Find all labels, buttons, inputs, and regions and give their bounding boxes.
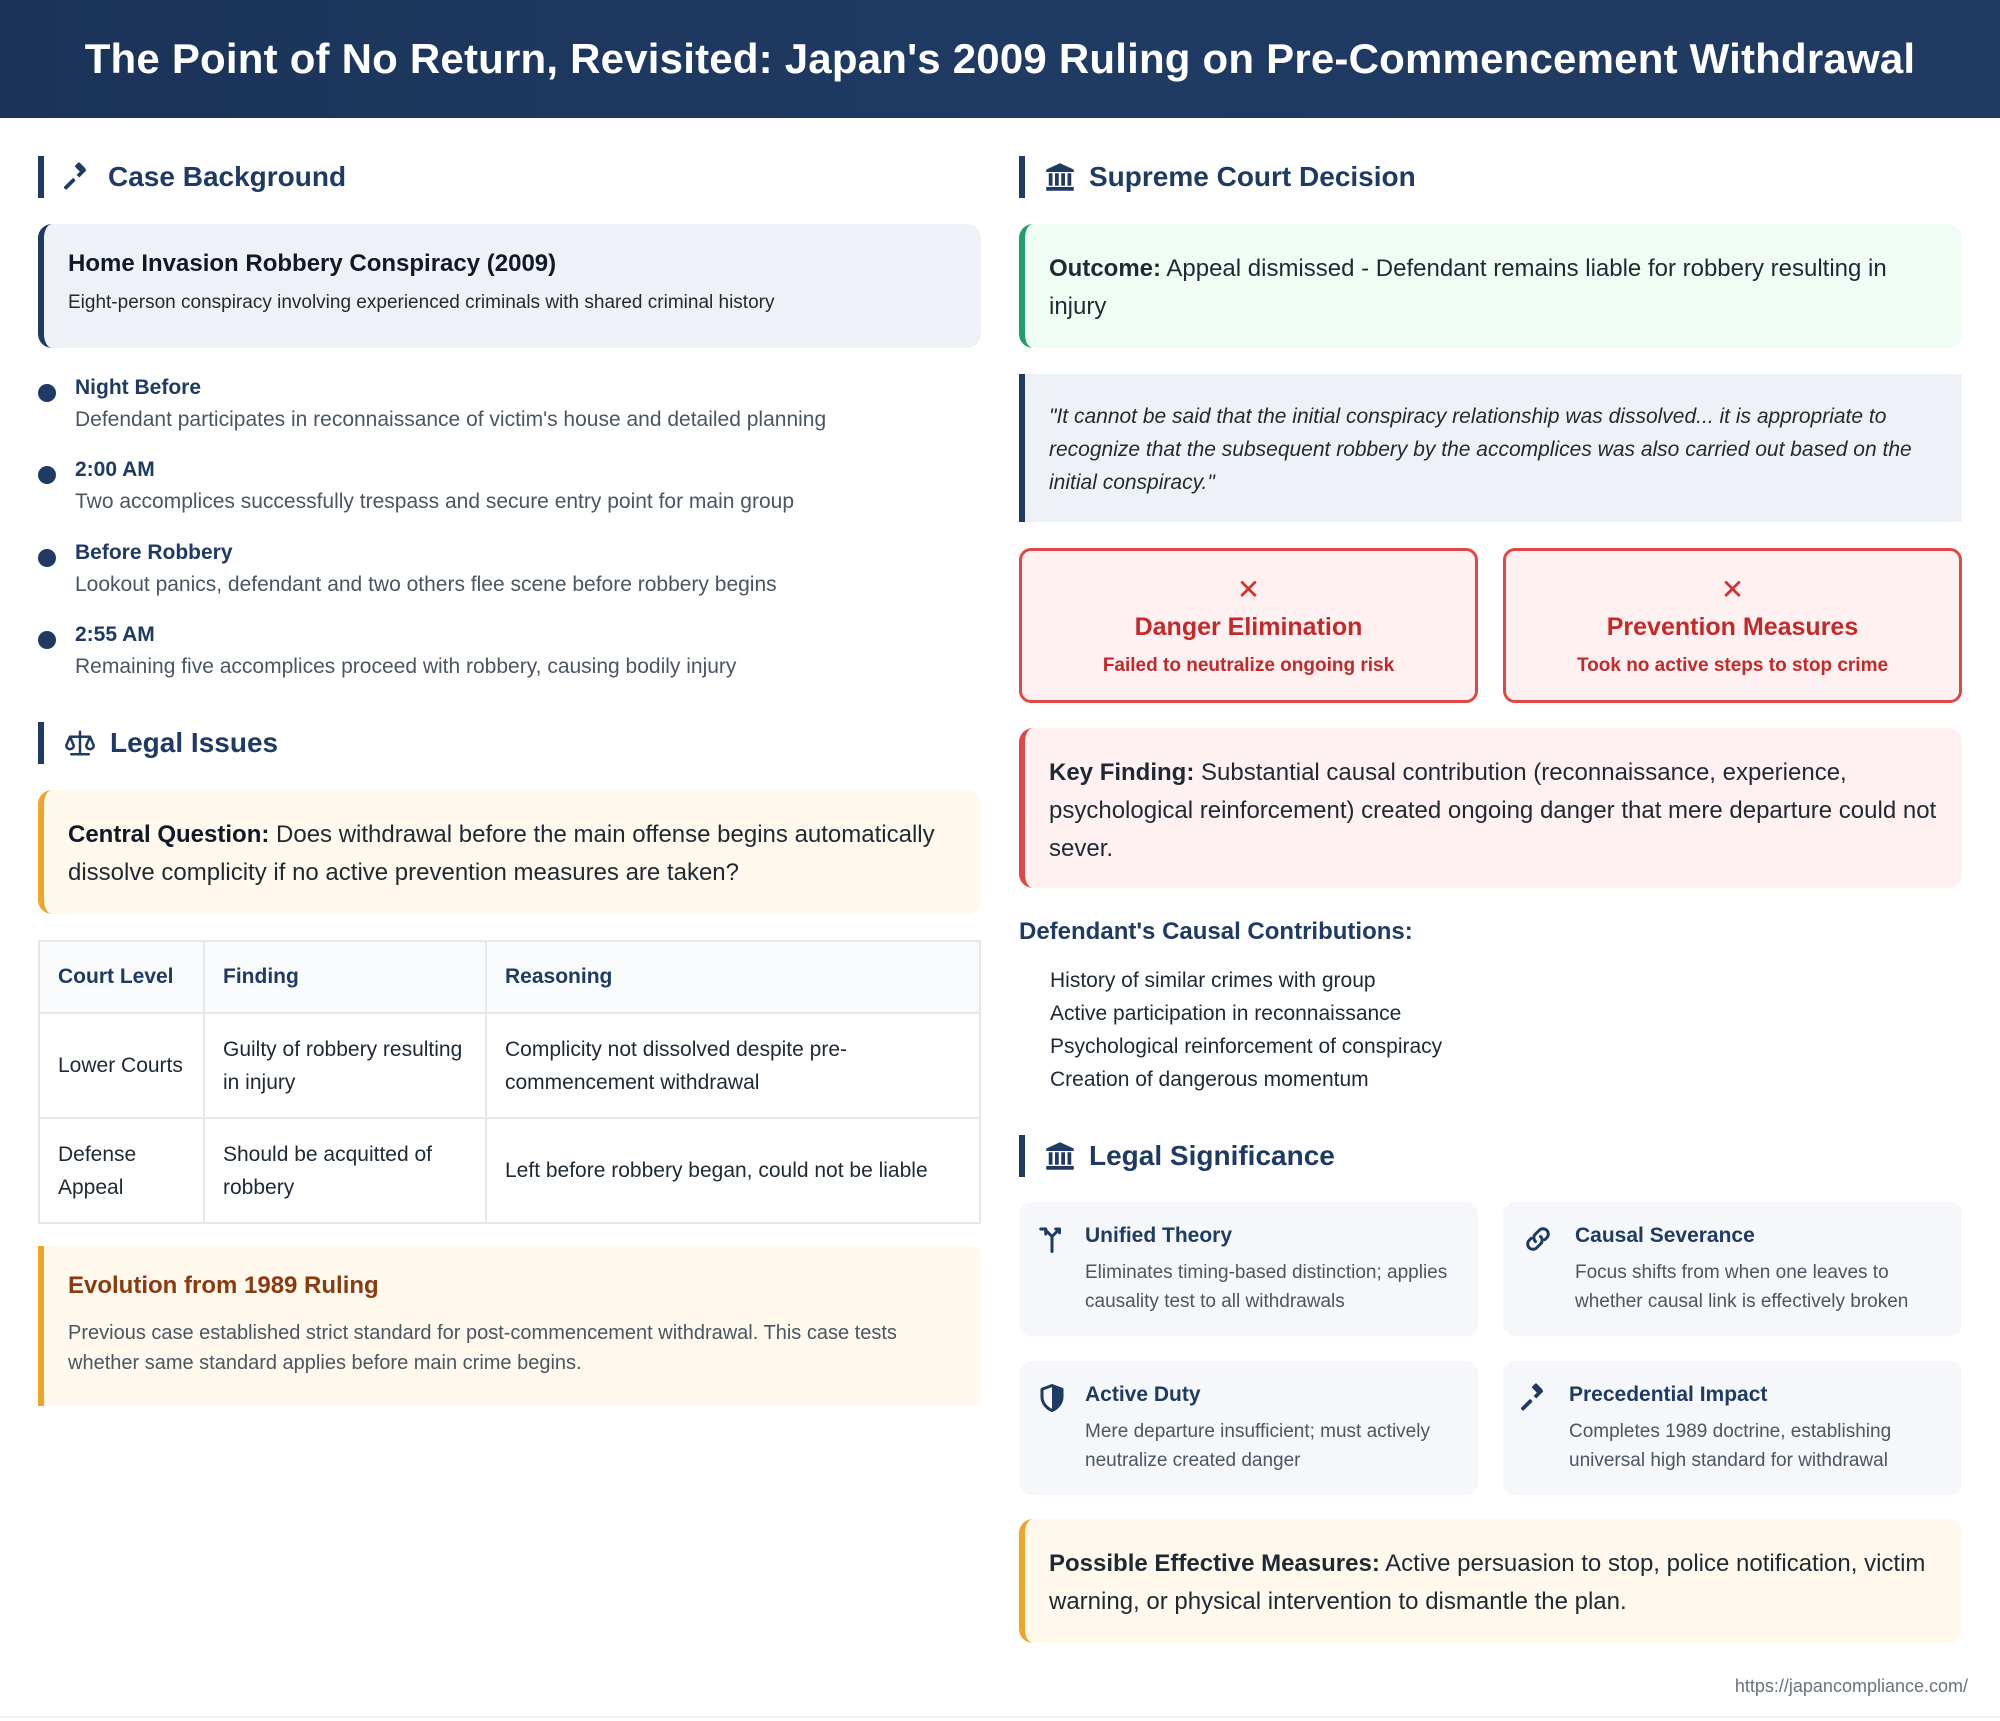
column-header: Reasoning: [486, 941, 980, 1013]
shield-icon: [1037, 1383, 1067, 1413]
footer-url[interactable]: https://japancompliance.com/: [1734, 1676, 1968, 1696]
legal-significance-heading: Legal Significance: [1019, 1135, 1335, 1177]
effective-measures-label: Possible Effective Measures:: [1049, 1550, 1380, 1577]
failure-title: Danger Elimination: [1134, 613, 1363, 641]
significance-desc: Completes 1989 doctrine, establishing universal high standard for withdrawal: [1569, 1421, 1892, 1471]
table-cell: Complicity not dissolved despite pre-commencement withdrawal: [486, 1013, 980, 1118]
close-icon: ✕: [1720, 574, 1745, 605]
list-item: Creation of dangerous momentum: [1050, 1068, 1369, 1091]
table-cell: Lower Courts: [39, 1013, 204, 1118]
close-icon: ✕: [1236, 574, 1261, 605]
gavel-icon: [1521, 1383, 1551, 1413]
central-question-label: Central Question:: [68, 821, 270, 848]
scales-icon: [64, 728, 96, 758]
timeline-label: 2:55 AM: [75, 623, 155, 646]
contributions-list: [1050, 964, 1442, 1096]
timeline-text: Remaining five accomplices proceed with robbery, causing bodily injury: [75, 655, 737, 678]
timeline-text: Two accomplices successfully trespass and secure entry point for main group: [75, 490, 794, 513]
timeline-label: 2:00 AM: [75, 458, 155, 481]
page-header: [0, 0, 2000, 118]
failure-title: Prevention Measures: [1606, 613, 1859, 641]
timeline-label: Night Before: [75, 376, 201, 399]
table-row: [39, 1013, 980, 1118]
case-background-heading: Case Background: [38, 156, 346, 198]
significance-card: [1019, 1202, 1478, 1336]
page-title: The Point of No Return, Revisited: Japan's 2009 Ruling on Pre-Commencement Withdrawal: [84, 35, 1916, 82]
outcome-label: Outcome:: [1049, 255, 1162, 282]
table-row: [39, 1118, 980, 1223]
case-summary-card: [38, 224, 981, 348]
contributions-title: Defendant's Causal Contributions:: [1019, 918, 1413, 945]
significance-desc: Mere departure insufficient; must actively neutralize created danger: [1085, 1421, 1430, 1471]
significance-title: Causal Severance: [1575, 1224, 1755, 1247]
key-finding-label: Key Finding:: [1049, 759, 1195, 786]
list-item: Psychological reinforcement of conspiracy: [1050, 1035, 1443, 1058]
significance-card: [1503, 1202, 1962, 1336]
column-header: Court Level: [39, 941, 204, 1013]
outcome-card: [1019, 224, 1962, 348]
table-cell: Guilty of robbery resulting in injury: [204, 1013, 486, 1118]
timeline-label: Before Robbery: [75, 541, 233, 564]
list-item: Active participation in reconnaissance: [1050, 1002, 1402, 1025]
table-cell: Defense Appeal: [39, 1118, 204, 1223]
courthouse-icon: [1045, 162, 1075, 192]
evolution-title: Evolution from 1989 Ruling: [68, 1272, 379, 1299]
divider: [0, 1716, 2000, 1718]
danger-elimination-card: [1019, 548, 1478, 703]
timeline-dot: [38, 466, 56, 484]
effective-measures-text: Active persuasion to stop, police notification, victim warning, or physical intervention to dismantle the plan.: [1049, 1550, 1926, 1615]
timeline-dot: [38, 549, 56, 567]
timeline-dot: [38, 384, 56, 402]
outcome-text: Appeal dismissed - Defendant remains liable for robbery resulting in injury: [1049, 255, 1887, 320]
prevention-measures-card: [1503, 548, 1962, 703]
merge-arrows-icon: [1037, 1224, 1067, 1254]
significance-title: Precedential Impact: [1569, 1383, 1768, 1406]
evolution-text: Previous case established strict standard for post-commencement withdrawal. This case tests whether same standard applies before main crime begins.: [68, 1322, 897, 1374]
significance-card: [1019, 1361, 1478, 1495]
failure-desc: Took no active steps to stop crime: [1576, 655, 1889, 676]
timeline-text: Defendant participates in reconnaissance of victim's house and detailed planning: [75, 408, 827, 431]
significance-desc: Focus shifts from when one leaves to whether causal link is effectively broken: [1575, 1262, 1909, 1312]
gavel-icon: [64, 162, 94, 192]
table-cell: Should be acquitted of robbery: [204, 1118, 486, 1223]
table-cell: Left before robbery began, could not be liable: [486, 1118, 980, 1223]
broken-link-icon: [1521, 1224, 1555, 1254]
timeline-text: Lookout panics, defendant and two others flee scene before robbery begins: [75, 573, 777, 596]
evolution-card: [38, 1246, 981, 1406]
significance-title: Unified Theory: [1085, 1224, 1233, 1247]
key-finding-card: [1019, 728, 1962, 888]
central-question-card: [38, 790, 981, 914]
case-title: Home Invasion Robbery Conspiracy (2009): [68, 250, 557, 277]
significance-desc: Eliminates timing-based distinction; applies causality test to all withdrawals: [1085, 1262, 1448, 1312]
court-quote: "It cannot be said that the initial conspiracy relationship was dissolved... it is appropriate to recognize that the subsequent robbery by the accomplices was also carried out based on the initial conspiracy.": [1019, 374, 1962, 522]
list-item: History of similar crimes with group: [1050, 969, 1376, 992]
timeline: [38, 376, 981, 676]
key-finding-text: Substantial causal contribution (reconnaissance, experience, psychological reinforcement) created ongoing danger that mere departure could not sever.: [1049, 759, 1937, 862]
court-findings-table: [38, 940, 981, 1224]
supreme-court-decision-heading: Supreme Court Decision: [1019, 156, 1416, 198]
courthouse-icon: [1045, 1141, 1075, 1171]
central-question-text: Does withdrawal before the main offense begins automatically dissolve complicity if no active prevention measures are taken?: [68, 821, 935, 886]
legal-issues-heading: Legal Issues: [38, 722, 278, 764]
significance-card: [1503, 1361, 1962, 1495]
timeline-dot: [38, 631, 56, 649]
table-header-row: [39, 941, 980, 1013]
effective-measures-card: [1019, 1519, 1962, 1643]
case-description: Eight-person conspiracy involving experienced criminals with shared criminal history: [68, 292, 775, 313]
column-header: Finding: [204, 941, 486, 1013]
significance-title: Active Duty: [1085, 1383, 1201, 1406]
failure-desc: Failed to neutralize ongoing risk: [1102, 655, 1395, 676]
